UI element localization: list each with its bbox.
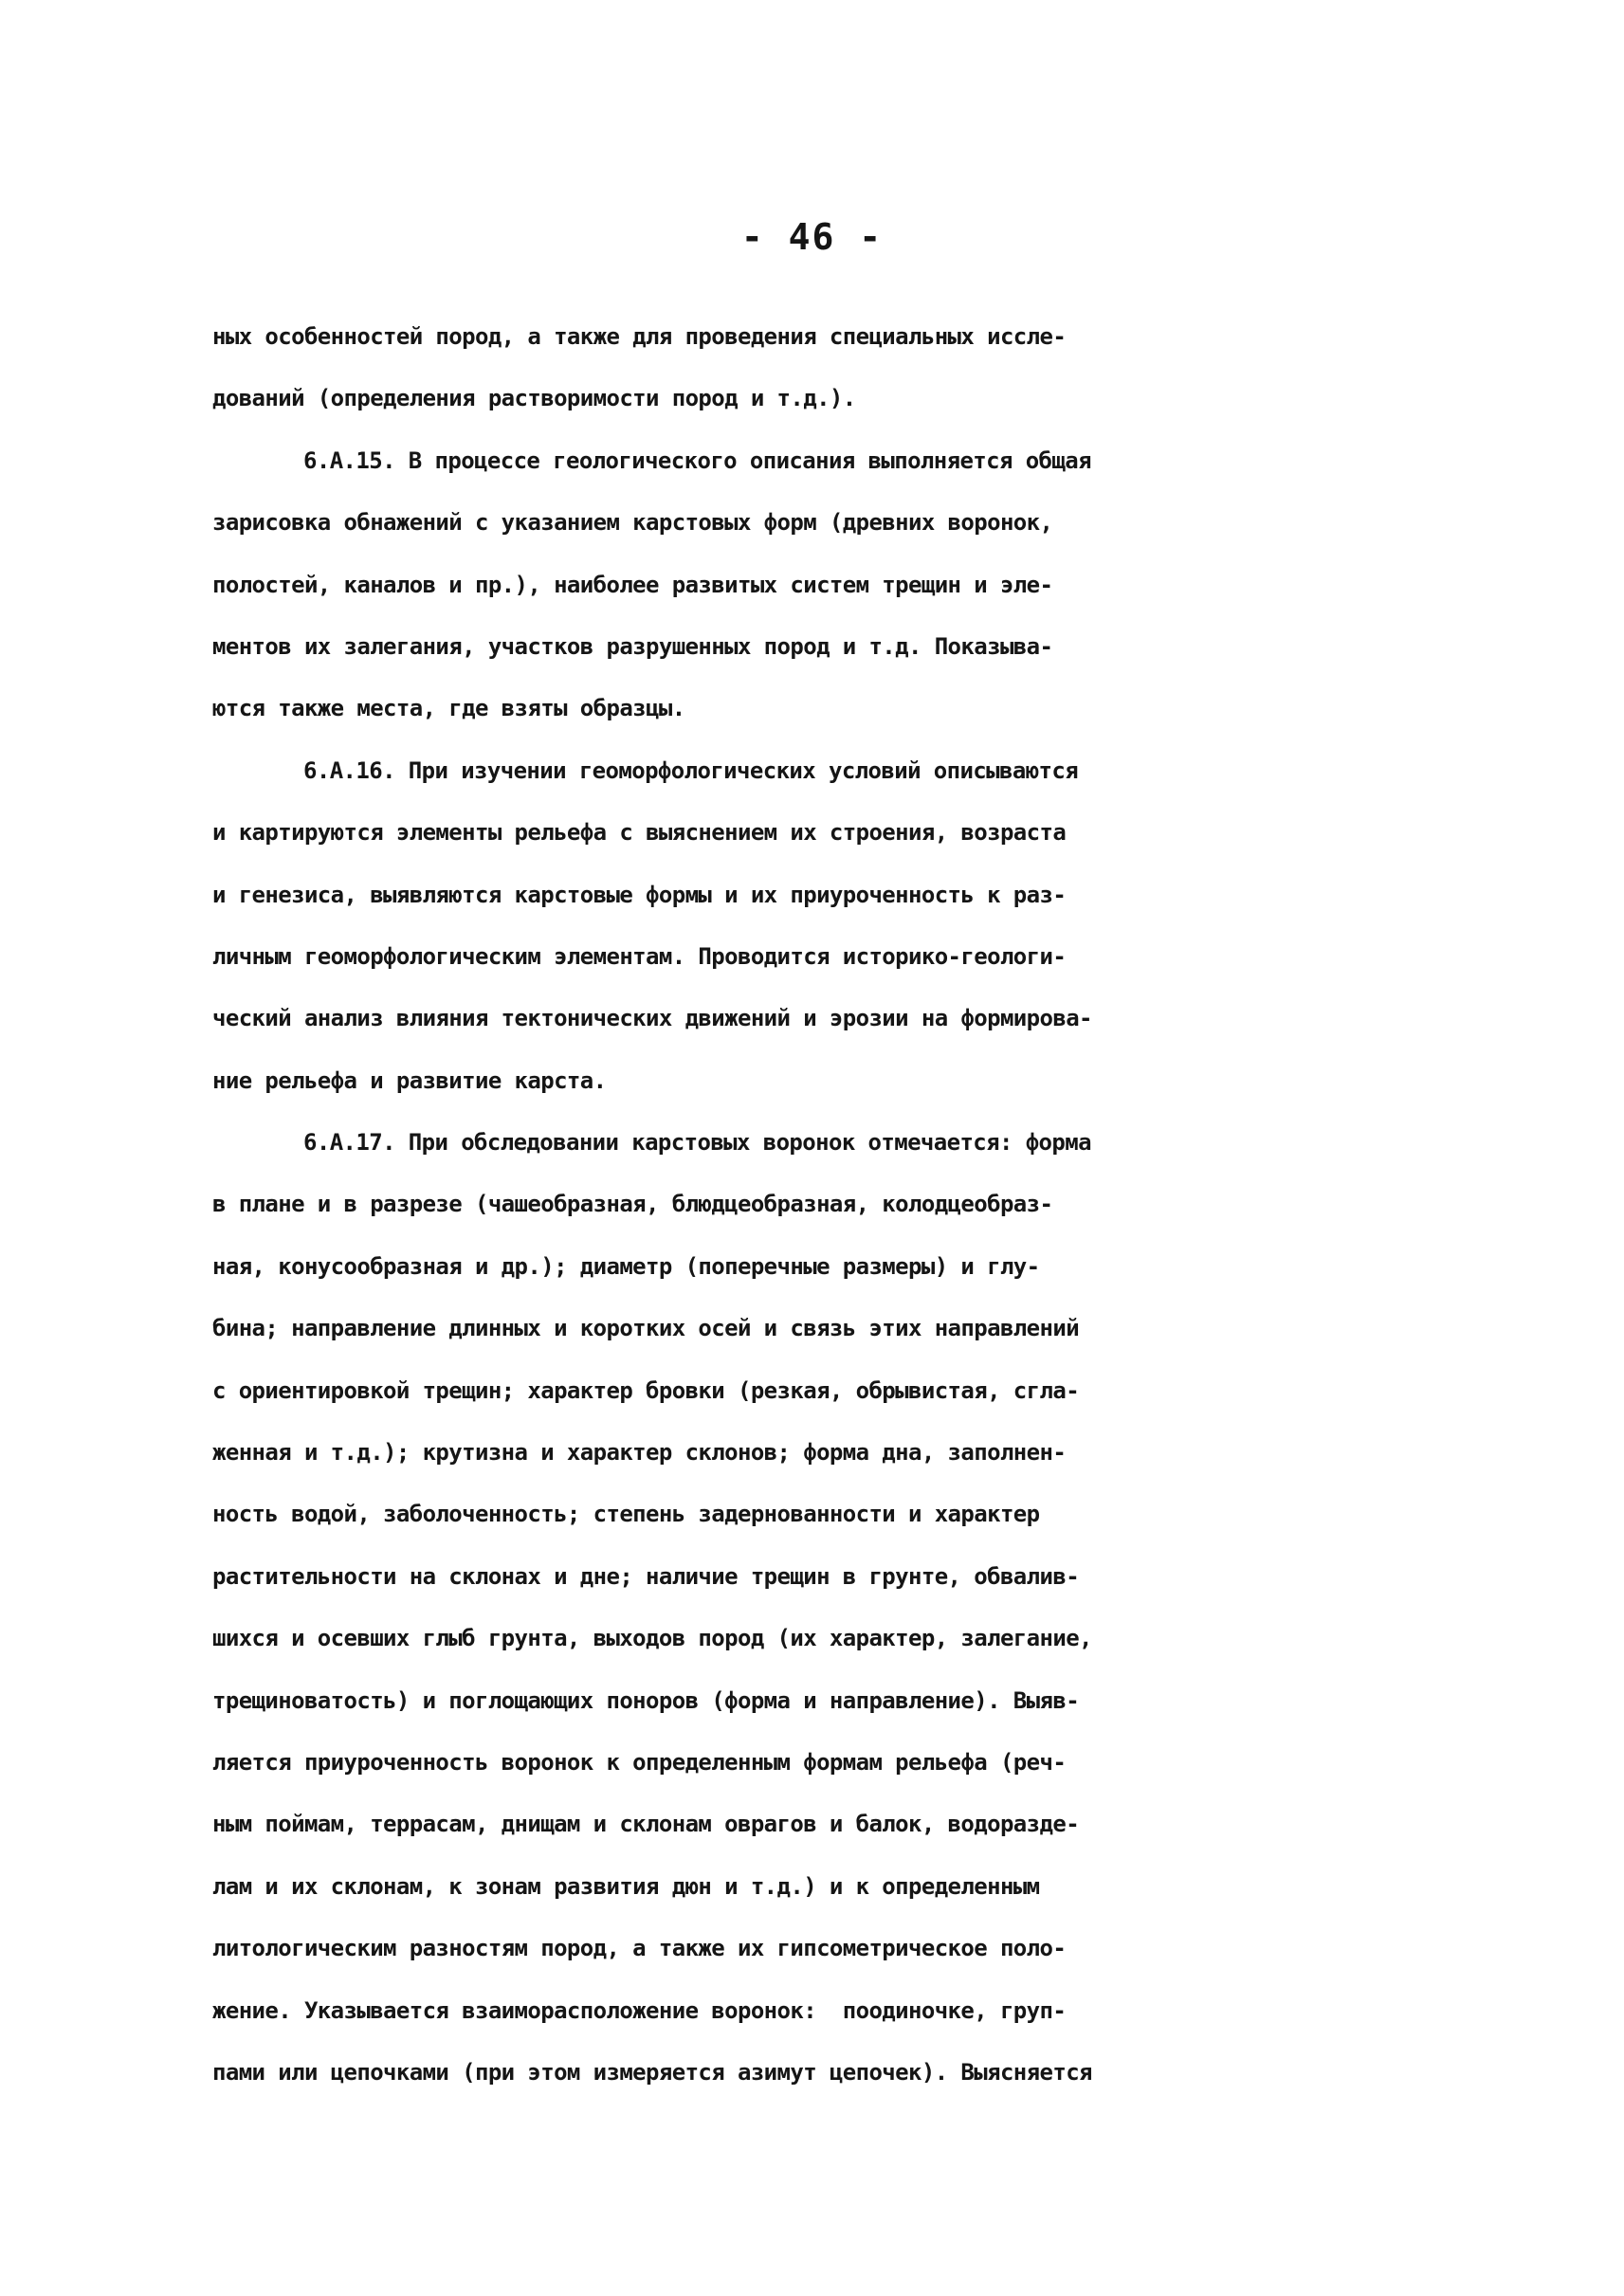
text-line: шихся и осевших глыб грунта, выходов пород (их характер, залегание, (212, 1625, 1092, 1652)
text-line: зарисовка обнажений с указанием карстовых форм (древних воронок, (212, 509, 1053, 537)
text-line: с ориентировкой трещин; характер бровки (резкая, обрывистая, сгла- (212, 1376, 1080, 1404)
text-line: трещиноватость) и поглощающих понoров (форма и направление). Выяв- (212, 1686, 1080, 1714)
text-line: 6.А.17. При обследовании карстовых воронок отмечается: форма (303, 1129, 1091, 1157)
text-line: литологическим разностям пород, а также их гипсометрическое поло- (212, 1935, 1067, 1962)
text-line: бина; направление длинных и коротких осей и связь этих направлений (212, 1315, 1080, 1342)
text-line: ментов их залегания, участков разрушенных пород и т.д. Показыва- (212, 632, 1053, 660)
text-line: жение. Указывается взаиморасположение воронок: поодиночке, груп- (212, 1996, 1067, 2024)
text-line: пами или цепочками (при этом измеряется азимут цепочек). Выясняется (212, 2058, 1092, 2086)
text-line: ность водой, заболоченность; степень задернованности и характер (212, 1501, 1040, 1528)
text-line: в плане и в разрезе (чашеобразная, блюдцеобразная, колодцеобраз- (212, 1191, 1053, 1218)
text-line: и генезиса, выявляются карстовые формы и их приуроченность к раз- (212, 881, 1067, 908)
text-line: полостей, каналов и пр.), наиболее развитых систем трещин и эле- (212, 571, 1053, 598)
text-line: ляется приуроченность воронок к определенным формам рельефа (реч- (212, 1748, 1067, 1776)
text-line: 6.А.16. При изучении геоморфологических условий описываются (303, 756, 1079, 784)
text-line: дований (определения растворимости пород и т.д.). (212, 385, 856, 412)
body-text (212, 306, 1464, 2104)
text-line: 6.А.15. В процессе геологического описания выполняется общая (303, 446, 1091, 474)
text-line: лам и их склонам, к зонам развития дюн и т.д.) и к определенным (212, 1872, 1040, 1900)
text-line: ние рельефа и развитие карста. (212, 1066, 607, 1094)
text-line: ным поймам, террасам, днищам и склонам оврагов и балок, водоразде- (212, 1811, 1080, 1838)
text-line: растительности на склонах и дне; наличие трещин в грунте, обвалив- (212, 1562, 1080, 1590)
page-number: - 46 - (740, 216, 884, 258)
text-line: ная, конусообразная и др.); диаметр (поперечные размеры) и глу- (212, 1252, 1040, 1280)
text-line: и картируются элементы рельефа с выяснением их строения, возраста (212, 819, 1067, 847)
text-line: личным геоморфологическим элементам. Проводится историко-геологи- (212, 942, 1067, 970)
text-line: ных особенностей пород, а также для проведения специальных иссле- (212, 323, 1067, 350)
text-line: ются также места, где взяты образцы. (212, 695, 685, 722)
text-line: женная и т.д.); крутизна и характер склонов; форма дна, заполнен- (212, 1439, 1067, 1467)
text-line: ческий анализ влияния тектонических движений и эрозии на формирова- (212, 1005, 1092, 1032)
